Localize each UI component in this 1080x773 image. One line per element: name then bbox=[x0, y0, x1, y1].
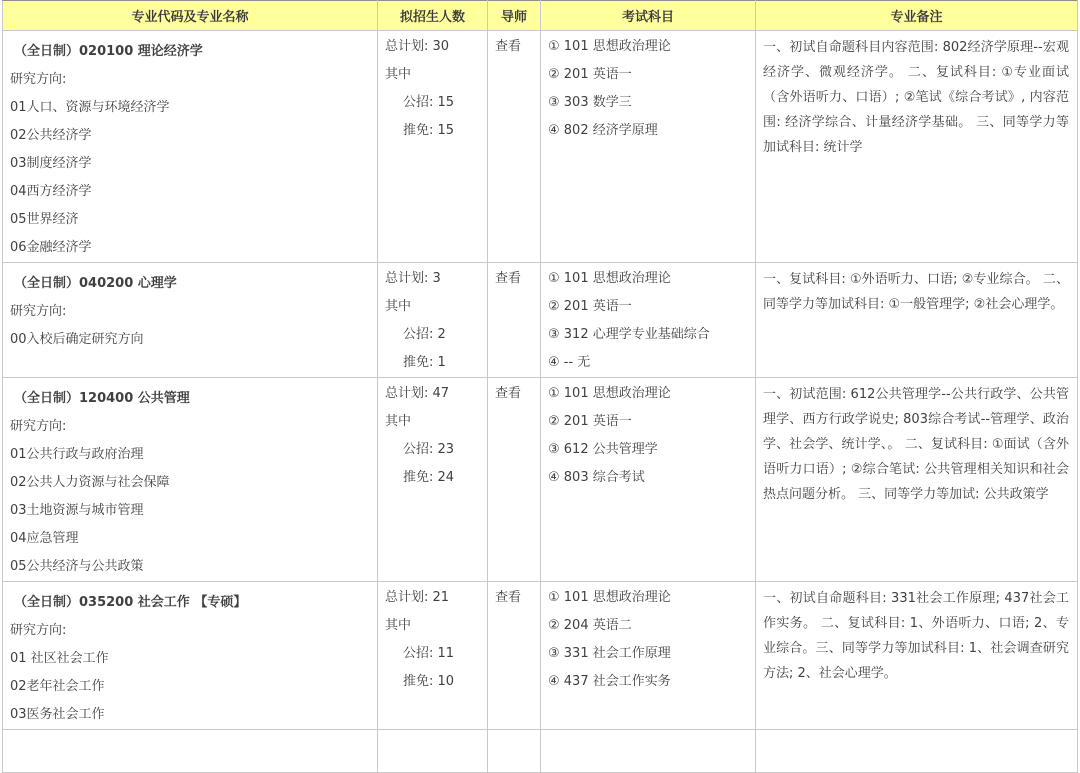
direction-item: 00入校后确定研究方向 bbox=[10, 332, 144, 347]
program-title: （全日制）120400 公共管理 bbox=[14, 391, 190, 406]
major-notes-text: 一、复试科目: ①外语听力、口语; ②专业综合。 二、同等学力等加试科目: ①一般管理学; ②社会心理学。 bbox=[763, 272, 1069, 312]
enrollment-cell bbox=[378, 31, 488, 263]
enrollment-among: 其中 bbox=[385, 67, 412, 82]
subjects-cell bbox=[541, 730, 756, 773]
subject-item: ④ 803 综合考试 bbox=[548, 470, 645, 485]
subjects-cell bbox=[541, 31, 756, 263]
direction-item: 01人口、资源与环境经济学 bbox=[10, 100, 170, 115]
enrollment-total: 总计划: 3 bbox=[385, 271, 441, 286]
subject-item: ④ -- 无 bbox=[548, 355, 591, 370]
direction-item: 05世界经济 bbox=[10, 212, 79, 227]
enrollment-exempt: 推免: 15 bbox=[403, 123, 455, 138]
notes-cell bbox=[756, 378, 1078, 582]
header-planned-enrollment: 拟招生人数 bbox=[378, 1, 488, 31]
enrollment-total: 总计划: 21 bbox=[385, 590, 450, 605]
enrollment-among: 其中 bbox=[385, 299, 412, 314]
enrollment-exempt: 推免: 1 bbox=[403, 355, 446, 370]
direction-item: 03制度经济学 bbox=[10, 156, 92, 171]
admissions-table bbox=[2, 0, 1078, 773]
direction-item: 02公共人力资源与社会保障 bbox=[10, 475, 170, 490]
direction-item: 04西方经济学 bbox=[10, 184, 92, 199]
direction-item: 03土地资源与城市管理 bbox=[10, 503, 144, 518]
header-major-notes: 专业备注 bbox=[756, 1, 1078, 31]
program-title: （全日制）040200 心理学 bbox=[14, 276, 177, 291]
table-row-partial bbox=[3, 730, 1078, 773]
subjects-cell bbox=[541, 582, 756, 730]
program-title: （全日制）020100 理论经济学 bbox=[14, 44, 203, 59]
direction-label: 研究方向: bbox=[10, 419, 67, 434]
enrollment-public: 公招: 23 bbox=[403, 442, 455, 457]
enrollment-cell bbox=[378, 582, 488, 730]
subjects-cell bbox=[541, 263, 756, 378]
subject-item: ④ 437 社会工作实务 bbox=[548, 674, 671, 689]
notes-cell bbox=[756, 263, 1078, 378]
enrollment-cell bbox=[378, 263, 488, 378]
major-notes-text: 一、初试自命题科目内容范围: 802经济学原理--宏观经济学、微观经济学。 二、复试科目: ①专业面试（含外语听力、口语）; ②笔试《综合考试》, 内容范围: 经济学综合、计量经济学基础。 三、同等学力等加试科目: 统计学 bbox=[763, 40, 1069, 155]
enrollment-exempt: 推免: 10 bbox=[403, 674, 455, 689]
subjects-cell bbox=[541, 378, 756, 582]
enrollment-public: 公招: 15 bbox=[403, 95, 455, 110]
advisor-cell bbox=[488, 730, 541, 773]
direction-item: 05公共经济与公共政策 bbox=[10, 559, 144, 574]
subject-item: ① 101 思想政治理论 bbox=[548, 271, 671, 286]
direction-item: 01公共行政与政府治理 bbox=[10, 447, 144, 462]
direction-item: 03医务社会工作 bbox=[10, 707, 105, 722]
major-cell bbox=[3, 263, 378, 378]
table-row bbox=[3, 263, 1078, 378]
direction-item: 02公共经济学 bbox=[10, 128, 92, 143]
subject-item: ③ 612 公共管理学 bbox=[548, 442, 658, 457]
enrollment-exempt: 推免: 24 bbox=[403, 470, 455, 485]
table-row bbox=[3, 378, 1078, 582]
enrollment-among: 其中 bbox=[385, 414, 412, 429]
enrollment-cell bbox=[378, 730, 488, 773]
notes-cell bbox=[756, 730, 1078, 773]
subject-item: ③ 331 社会工作原理 bbox=[548, 646, 671, 661]
major-cell bbox=[3, 378, 378, 582]
subject-item: ③ 312 心理学专业基础综合 bbox=[548, 327, 710, 342]
advisor-cell bbox=[488, 31, 541, 263]
direction-label: 研究方向: bbox=[10, 623, 67, 638]
advisor-view-link[interactable]: 查看 bbox=[495, 271, 522, 286]
subject-item: ② 201 英语一 bbox=[548, 67, 632, 82]
table-row bbox=[3, 582, 1078, 730]
enrollment-total: 总计划: 30 bbox=[385, 39, 450, 54]
enrollment-cell bbox=[378, 378, 488, 582]
enrollment-among: 其中 bbox=[385, 618, 412, 633]
subject-item: ② 204 英语二 bbox=[548, 618, 632, 633]
subject-item: ③ 303 数学三 bbox=[548, 95, 632, 110]
notes-cell bbox=[756, 31, 1078, 263]
major-cell bbox=[3, 582, 378, 730]
program-title: （全日制）035200 社会工作 【专硕】 bbox=[14, 595, 247, 610]
header-exam-subjects: 考试科目 bbox=[541, 1, 756, 31]
subject-item: ④ 802 经济学原理 bbox=[548, 123, 658, 138]
direction-item: 01 社区社会工作 bbox=[10, 651, 109, 666]
major-notes-text: 一、初试范围: 612公共管理学--公共行政学、公共管理学、西方行政学说史; 803综合考试--管理学、政治学、社会学、统计学、。 二、复试科目: ①面试（含外语听力口语）; ②综合笔试: 公共管理相关知识和社会热点问题分析。 三、同等学力等加试: 公共政策学 bbox=[763, 387, 1069, 502]
advisor-cell bbox=[488, 263, 541, 378]
subject-item: ① 101 思想政治理论 bbox=[548, 590, 671, 605]
advisor-view-link[interactable]: 查看 bbox=[495, 39, 522, 54]
notes-cell bbox=[756, 582, 1078, 730]
enrollment-public: 公招: 2 bbox=[403, 327, 446, 342]
advisor-view-link[interactable]: 查看 bbox=[495, 590, 522, 605]
direction-item: 02老年社会工作 bbox=[10, 679, 105, 694]
direction-item: 06金融经济学 bbox=[10, 240, 92, 255]
advisor-cell bbox=[488, 582, 541, 730]
major-cell bbox=[3, 31, 378, 263]
direction-label: 研究方向: bbox=[10, 304, 67, 319]
advisor-cell bbox=[488, 378, 541, 582]
subject-item: ② 201 英语一 bbox=[548, 299, 632, 314]
header-major-code-name: 专业代码及专业名称 bbox=[3, 1, 378, 31]
header-advisor: 导师 bbox=[488, 1, 541, 31]
table-header-row bbox=[3, 1, 1078, 31]
subject-item: ② 201 英语一 bbox=[548, 414, 632, 429]
subject-item: ① 101 思想政治理论 bbox=[548, 386, 671, 401]
major-notes-text: 一、初试自命题科目: 331社会工作原理; 437社会工作实务。 二、复试科目: 1、外语听力、口语; 2、专业综合。三、同等学力等加试科目: 1、社会调查研究方法; 2、社会心理学。 bbox=[763, 591, 1069, 681]
enrollment-public: 公招: 11 bbox=[403, 646, 455, 661]
direction-item: 04应急管理 bbox=[10, 531, 79, 546]
advisor-view-link[interactable]: 查看 bbox=[495, 386, 522, 401]
subject-item: ① 101 思想政治理论 bbox=[548, 39, 671, 54]
enrollment-total: 总计划: 47 bbox=[385, 386, 450, 401]
direction-label: 研究方向: bbox=[10, 72, 67, 87]
major-cell bbox=[3, 730, 378, 773]
table-row bbox=[3, 31, 1078, 263]
